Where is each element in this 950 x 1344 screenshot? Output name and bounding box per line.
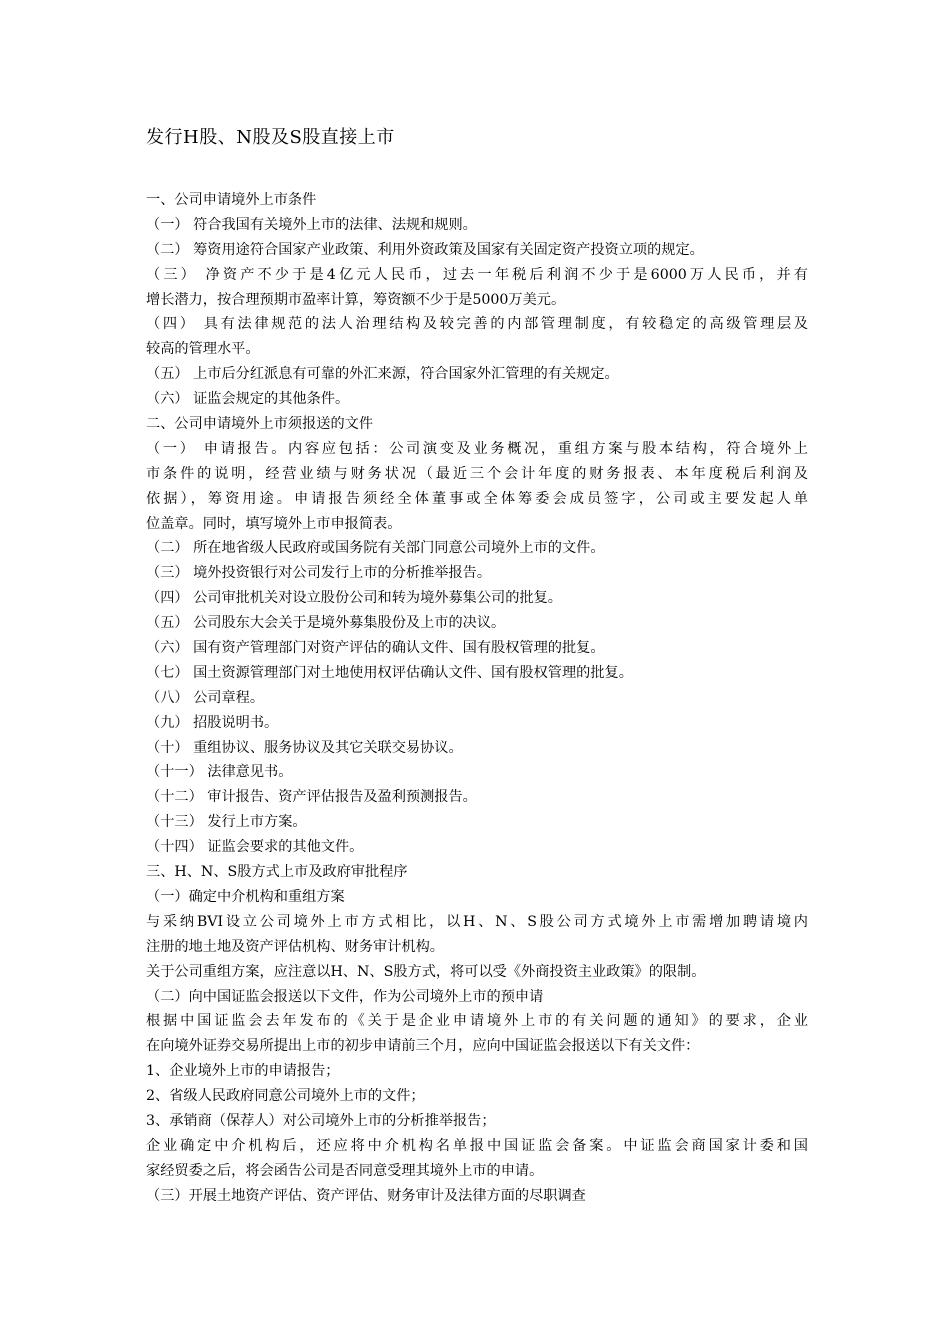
text-line: 1、企业境外上市的申请报告； bbox=[146, 1063, 340, 1080]
text-line: 增长潜力，按合理预期市盈率计算，筹资额不少于是5000万美元。 bbox=[146, 291, 566, 308]
text-line: （五） 上市后分红派息有可靠的外汇来源，符合国家外汇管理的有关规定。 bbox=[146, 366, 619, 383]
text-line: （四） 具有法律规范的法人治理结构及较完善的内部管理制度，有较稳定的高级管理层及 bbox=[146, 316, 808, 333]
text-line: （二） 所在地省级人民政府或国务院有关部门同意公司境外上市的文件。 bbox=[146, 540, 605, 557]
text-line: （六） 证监会规定的其他条件。 bbox=[146, 391, 350, 408]
text-line: 2、省级人民政府同意公司境外上市的文件； bbox=[146, 1088, 425, 1105]
text-line: （十三） 发行上市方案。 bbox=[146, 814, 307, 831]
text-line: （一）确定中介机构和重组方案 bbox=[146, 888, 345, 905]
text-line: （五） 公司股东大会关于是境外募集股份及上市的决议。 bbox=[146, 615, 506, 632]
text-line: 市条件的说明，经营业绩与财务状况（最近三个会计年度的财务报表、本年度税后利润及 bbox=[146, 465, 808, 482]
text-line: 企业确定中介机构后，还应将中介机构名单报中国证监会备案。中证监会商国家计委和国 bbox=[146, 1137, 808, 1154]
text-line: 3、承销商（保荐人）对公司境外上市的分析推举报告； bbox=[146, 1112, 496, 1129]
text-line: （十二） 审计报告、资产评估报告及盈利预测报告。 bbox=[146, 789, 477, 806]
text-line: 家经贸委之后，将会函告公司是否同意受理其境外上市的申请。 bbox=[146, 1162, 544, 1179]
text-line: （十四） 证监会要求的其他文件。 bbox=[146, 839, 364, 856]
text-line: （二） 筹资用途符合国家产业政策、利用外资政策及国家有关固定资产投资立项的规定。 bbox=[146, 241, 704, 258]
text-line: （七） 国土资源管理部门对土地使用权评估确认文件、国有股权管理的批复。 bbox=[146, 664, 633, 681]
document-body bbox=[146, 188, 808, 1209]
text-line: 三、H、N、S股方式上市及政府审批程序 bbox=[146, 864, 408, 881]
text-line: 一、公司申请境外上市条件 bbox=[146, 192, 317, 208]
text-line: 二、公司申请境外上市须报送的文件 bbox=[146, 416, 374, 433]
text-line: 关于公司重组方案，应注意以H、N、S股方式，将可以受《外商投资主业政策》的限制。 bbox=[146, 963, 706, 980]
text-line: （六） 国有资产管理部门对资产评估的确认文件、国有股权管理的批复。 bbox=[146, 640, 605, 657]
text-line: （三）开展土地资产评估、资产评估、财务审计及法律方面的尽职调查 bbox=[146, 1187, 586, 1204]
document-title: 发行H股、N股及S股直接上市 bbox=[146, 127, 395, 148]
text-line: （三） 净资产不少于是4亿元人民币，过去一年税后利润不少于是6000万人民币，并有 bbox=[146, 266, 808, 283]
text-line: （八） 公司章程。 bbox=[146, 689, 265, 706]
text-line: （四） 公司审批机关对设立股份公司和转为境外募集公司的批复。 bbox=[146, 590, 562, 607]
text-line: （二）向中国证监会报送以下文件，作为公司境外上市的预申请 bbox=[146, 988, 544, 1005]
text-line: 与采纳BVI设立公司境外上市方式相比，以H、N、S股公司方式境外上市需增加聘请境内 bbox=[146, 913, 808, 930]
text-line: 根据中国证监会去年发布的《关于是企业申请境外上市的有关问题的通知》的要求，企业 bbox=[146, 1013, 808, 1030]
text-line: 在向境外证券交易所提出上市的初步申请前三个月，应向中国证监会报送以下有关文件： bbox=[146, 1038, 700, 1055]
text-line: （一） 申请报告。内容应包括：公司演变及业务概况，重组方案与股本结构，符合境外上 bbox=[146, 440, 808, 457]
text-line: 位盖章。同时，填写境外上市申报简表。 bbox=[146, 515, 402, 532]
text-line: 依据），筹资用途。申请报告须经全体董事或全体筹委会成员签字，公司或主要发起人单 bbox=[146, 490, 808, 507]
text-line: 注册的地土地及资产评估机构、财务审计机构。 bbox=[146, 938, 444, 955]
text-line: （三） 境外投资银行对公司发行上市的分析推举报告。 bbox=[146, 565, 492, 582]
text-line: （一） 符合我国有关境外上市的法律、法规和规则。 bbox=[146, 216, 477, 233]
text-line: （十一） 法律意见书。 bbox=[146, 764, 293, 781]
text-line: （九） 招股说明书。 bbox=[146, 714, 279, 731]
text-line: 较高的管理水平。 bbox=[146, 341, 260, 358]
text-line: （十） 重组协议、服务协议及其它关联交易协议。 bbox=[146, 739, 463, 756]
